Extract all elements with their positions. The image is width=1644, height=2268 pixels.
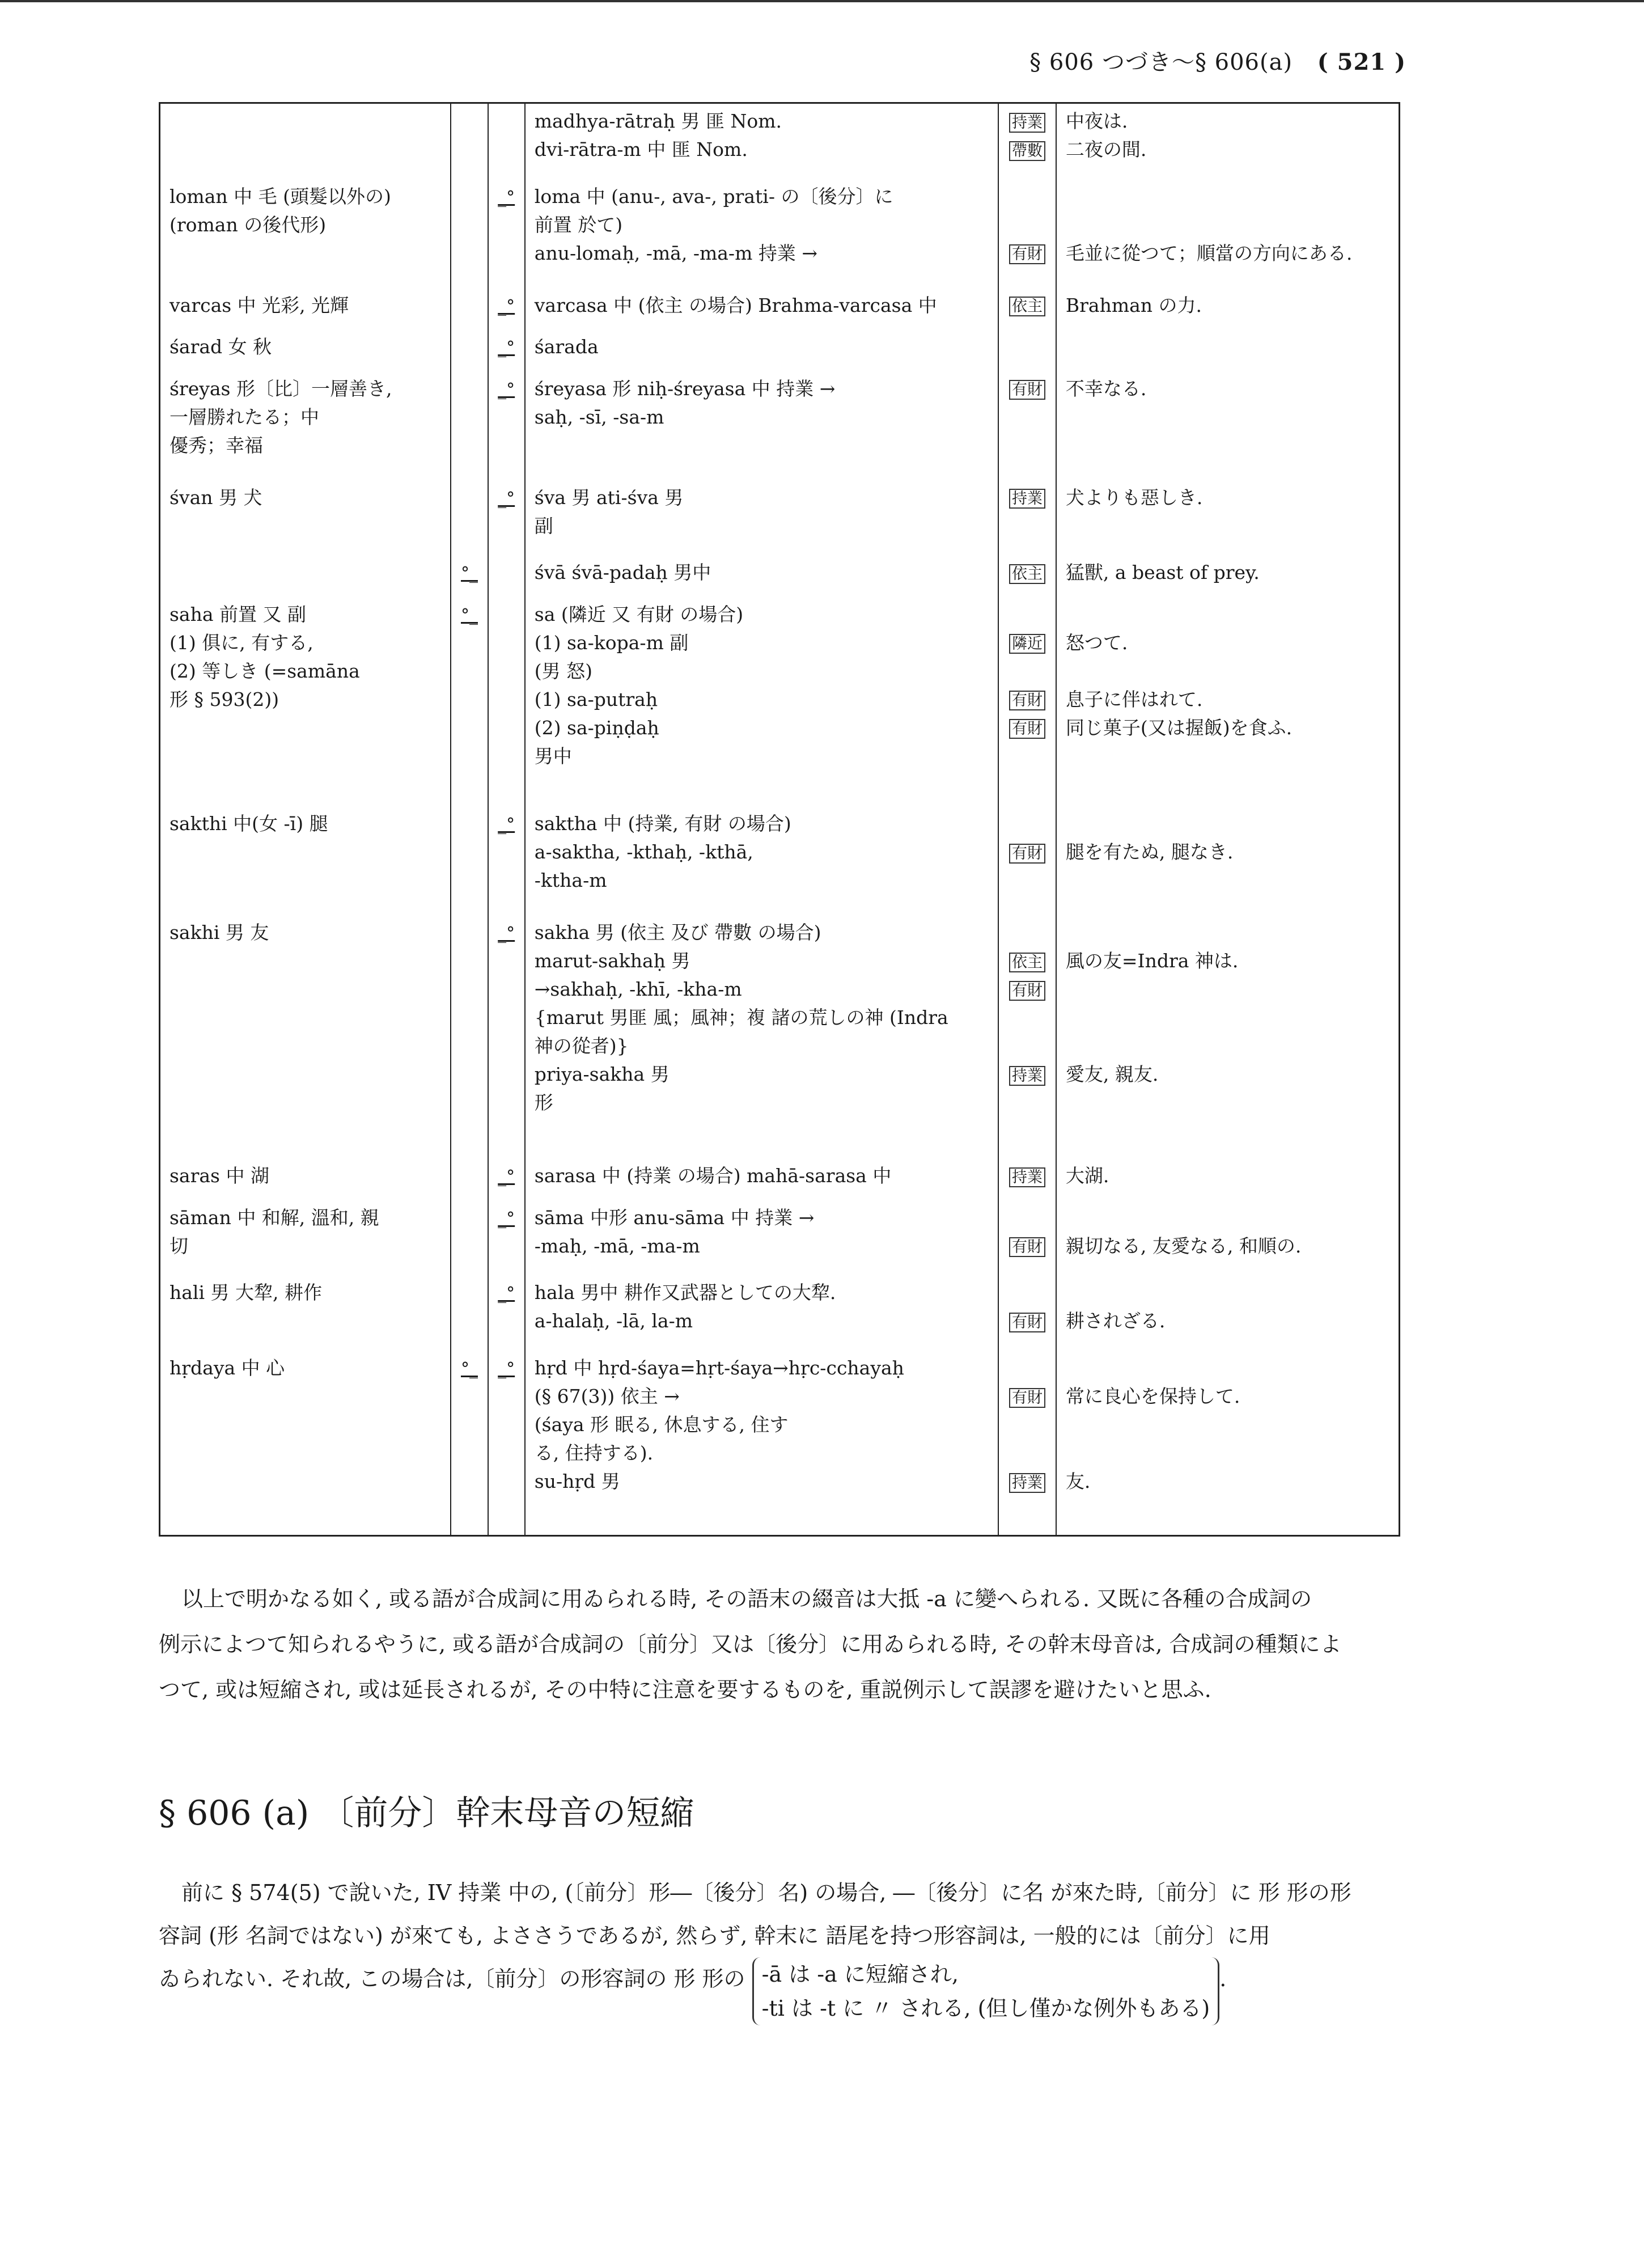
source-word-cell [160,179,451,288]
translation-line [1066,866,1389,895]
compound-type-tag: 持業 [1009,489,1045,509]
compound-type-line [1001,810,1053,838]
translation-line: 常に良心を保持して. [1065,1385,1240,1408]
compound-type-line [1001,333,1053,361]
stem-line: →sakhaḥ, -khī, -kha-m [534,978,742,1001]
compound-type-cell [998,555,1056,596]
stem-line: -ktha-m [534,869,607,892]
translation-line [1066,1204,1389,1232]
stem-line: 形 [534,1091,553,1114]
compound-type-cell [998,371,1056,480]
compound-type-cell [998,329,1056,371]
translation-line: 猛獸, a beast of prey. [1065,561,1260,584]
source-word-line: sakhi 男 友 [170,921,269,944]
compound-type-line [1001,484,1053,512]
compound-type-tag: 有財 [1009,1237,1045,1257]
filler-cell [488,1526,525,1535]
translation-cell [1056,103,1400,179]
source-word-cell [160,480,451,556]
source-word-line: (roman の後代形) [170,213,327,236]
page-number: ( 521 ) [1317,49,1406,75]
translation-cell [1056,480,1400,556]
stem-line: {marut 男匪 風；風神；複 諸の荒しの神 (Indra [534,1006,948,1029]
translation-line: 愛友, 親友. [1065,1063,1159,1086]
compound-type-tag: 有財 [1009,844,1045,864]
translation-cell [1056,555,1400,596]
source-word-cell [160,1158,451,1200]
compound-type-line [1001,629,1053,657]
marker-cell-1 [451,288,488,329]
source-word-line: 優秀；幸福 [170,434,263,456]
marker-cell-1 [451,1200,488,1276]
source-word-cell [160,915,451,1158]
reference-table [159,102,1400,1537]
translation-line [1066,1032,1389,1060]
source-word-line: 切 [170,1234,188,1257]
source-word-cell [160,329,451,371]
paragraph-summary [159,1576,1406,1712]
compound-type-cell [998,103,1056,179]
vowel-marker: _° [498,815,515,835]
vowel-marker: _° [498,1359,515,1380]
stem-line: (§ 67(3)) 依主 → [534,1385,680,1408]
compound-stem-cell [525,1275,998,1351]
compound-type-line [1001,183,1053,211]
compound-type-line [1001,107,1053,136]
stem-line: saḥ, -sī, -sa-m [534,405,664,428]
translation-cell [1056,329,1400,371]
source-word-cell [160,1275,451,1351]
marker-cell-2 [488,1200,525,1276]
source-word-line: śreyas 形〔比〕一層善き, [170,377,392,400]
source-word-cell [160,597,451,807]
table-row [160,1275,1400,1351]
compound-stem-cell [525,288,998,329]
marker-cell-2 [488,915,525,1158]
stem-line: loma 中 (anu-, ava-, prati- の〔後分〕に [534,185,893,208]
compound-type-cell [998,806,1056,915]
translation-line [1066,1411,1389,1439]
marker-cell-2 [488,103,525,179]
marker-cell-1 [451,1275,488,1351]
source-word-line: śvan 男 犬 [170,486,262,509]
table-row [160,288,1400,329]
marker-cell-1 [451,179,488,288]
source-word-line: hali 男 大犂, 耕作 [170,1281,322,1304]
compound-stem-cell [525,329,998,371]
compound-type-tag: 帶數 [1009,141,1045,161]
source-word-line: sāman 中 和解, 溫和, 親 [170,1206,379,1229]
translation-line: Brahman の力. [1065,294,1202,316]
translation-cell [1056,288,1400,329]
translation-line [1066,1004,1389,1032]
marker-cell-1 [451,915,488,1158]
compound-stem-cell [525,1158,998,1200]
translation-line [1066,333,1389,361]
stem-line: (1) sa-putraḥ [534,688,658,710]
translation-line: 友. [1065,1470,1091,1493]
stem-line: sa (隣近 又 有財 の場合) [534,603,744,625]
compound-type-cell [998,597,1056,807]
stem-line: sakha 男 (依主 及び 帶數 の場合) [534,921,821,944]
running-title: § 606 つづき～§ 606(a) [1029,49,1293,75]
section-line: 前に § 574(5) で說いた, IV 持業 中の, (〔前分〕形―〔後分〕名) の場合, ―〔後分〕に名 が來た時,〔前分〕に 形 形の形 [181,1880,1351,1905]
vowel-marker: _° [498,1284,515,1304]
compound-type-tag: 依主 [1009,564,1045,584]
end-mark: . [1219,1966,1227,1991]
translation-line: 大湖. [1065,1165,1109,1187]
table-row [160,480,1400,556]
compound-stem-cell [525,806,998,915]
table-filler-row [160,1526,1400,1535]
table-row [160,597,1400,807]
stem-line: 神の從者)} [534,1035,629,1057]
compound-type-tag: 持業 [1009,1066,1045,1086]
compound-stem-cell [525,1200,998,1276]
translation-line: 中夜は. [1065,110,1128,132]
marker-cell-2 [488,371,525,480]
marker-cell-2 [488,597,525,807]
translation-cell [1056,1200,1400,1276]
stem-line: hala 男中 耕作又武器としての大犂. [534,1281,836,1304]
translation-line: 犬よりも惡しき. [1065,486,1203,509]
translation-cell [1056,597,1400,807]
vowel-marker: °_ [460,1359,478,1380]
compound-stem-cell [525,1351,998,1526]
marker-cell-2 [488,329,525,371]
compound-type-line [1001,211,1053,239]
table-row [160,1200,1400,1276]
stem-line: śvā śvā-padaḥ 男中 [534,561,711,584]
compound-type-line [1001,1382,1053,1411]
compound-type-cell [998,480,1056,556]
source-word-line: sakthi 中(女 -ī) 腿 [170,813,328,835]
translation-line [1066,1439,1389,1467]
source-word-line: (1) 俱に, 有する, [170,631,313,654]
marker-cell-2 [488,179,525,288]
compound-type-tag: 有財 [1009,244,1045,264]
stem-line: priya-sakha 男 [534,1063,670,1086]
stem-line: dvi-rātra-m 中 匪 Nom. [534,138,748,160]
source-word-cell [160,555,451,596]
compound-type-tag: 依主 [1009,297,1045,316]
stem-line: madhya-rātraḥ 男 匪 Nom. [534,110,782,132]
stem-line: (1) sa-kopa-m 副 [534,631,689,654]
compound-type-tag: 持業 [1009,113,1045,133]
stem-line: (男 怒) [534,659,593,682]
marker-cell-1 [451,1351,488,1526]
marker-cell-1 [451,371,488,480]
compound-type-line [1001,866,1053,895]
compound-type-tag: 有財 [1009,981,1045,1001]
filler-cell [451,1526,488,1535]
compound-type-tag: 有財 [1009,691,1045,710]
marker-cell-2 [488,555,525,596]
source-word-line: 形 § 593(2)) [170,688,279,710]
translation-line: 腿を有たぬ, 腿なき. [1065,841,1234,864]
translation-cell [1056,1158,1400,1200]
source-word-cell [160,1200,451,1276]
section-title: § 606 (a) 〔前分〕幹末母音の短縮 [159,1793,694,1833]
compound-type-line [1001,1307,1053,1335]
compound-type-tag: 持業 [1009,1473,1045,1493]
translation-line [1066,919,1389,947]
stem-line: (2) sa-piṇḍaḥ [534,716,659,739]
source-word-line: (2) 等しき (=samāna [170,659,360,682]
stem-line: sarasa 中 (持業 の場合) mahā-sarasa 中 [534,1165,892,1187]
compound-type-line [1001,919,1053,947]
compound-type-line [1001,1162,1053,1190]
filler-cell [160,1526,451,1535]
translation-line [1066,975,1389,1004]
vowel-marker: _° [498,296,515,316]
marker-cell-2 [488,288,525,329]
table-row [160,371,1400,480]
marker-cell-1 [451,597,488,807]
source-word-cell [160,806,451,915]
translation-cell [1056,179,1400,288]
section-line-text: ゐられない. それ故, この場合は,〔前分〕の形容詞の 形 形の [159,1966,745,1991]
compound-stem-cell [525,179,998,288]
compound-type-line [1001,714,1053,742]
compound-type-line [1001,686,1053,714]
vowel-marker: _° [498,379,515,400]
marker-cell-2 [488,480,525,556]
translation-line [1066,211,1389,239]
source-word-line: saras 中 湖 [170,1165,269,1187]
translation-cell [1056,1275,1400,1351]
translation-line: 風の友=Indra 神は. [1065,950,1239,972]
compound-type-line [1001,1004,1053,1032]
top-rule [0,0,1644,2]
stem-line: る, 住持する). [534,1442,654,1465]
compound-type-cell [998,1200,1056,1276]
table-row [160,103,1400,179]
compound-type-line [1001,136,1053,164]
stem-line: sāma 中形 anu-sāma 中 持業 → [534,1206,815,1229]
compound-type-line [1001,1467,1053,1496]
compound-type-line [1001,657,1053,686]
source-word-line: saha 前置 又 副 [170,603,307,625]
stem-line: 副 [534,514,553,537]
source-word-cell [160,103,451,179]
translation-line: 怒つて. [1065,631,1128,654]
stem-line: -maḥ, -mā, -ma-m [534,1234,700,1257]
compound-stem-cell [525,597,998,807]
compound-type-line [1001,1354,1053,1382]
table-row [160,329,1400,371]
compound-type-cell [998,1158,1056,1200]
compound-type-cell [998,179,1056,288]
compound-stem-cell [525,103,998,179]
compound-type-tag: 依主 [1009,953,1045,972]
compound-type-cell [998,288,1056,329]
vowel-marker: °_ [460,605,478,625]
stem-line: śarada [534,336,599,358]
compound-type-cell [998,1351,1056,1526]
compound-type-line [1001,239,1053,268]
compound-type-line [1001,1439,1053,1467]
source-word-line: loman 中 毛 (頭髮以外の) [170,185,391,208]
table-row [160,179,1400,288]
compound-type-tag: 隣近 [1009,634,1045,654]
compound-type-cell [998,915,1056,1158]
brace-group [752,1957,1220,2025]
table-row [160,915,1400,1158]
marker-cell-1 [451,806,488,915]
filler-cell [998,1526,1056,1535]
brace-line: -ā は -a に短縮され, [761,1962,959,1987]
stem-line: 前置 於て) [534,213,623,236]
marker-cell-2 [488,1158,525,1200]
compound-type-line [1001,1204,1053,1232]
translation-cell [1056,806,1400,915]
marker-cell-2 [488,1351,525,1526]
source-word-line: hṛdaya 中 心 [170,1357,285,1380]
filler-cell [525,1526,998,1535]
compound-type-line [1001,291,1053,320]
translation-line [1066,1089,1389,1117]
vowel-marker: _° [498,1208,515,1229]
stem-line: 男中 [534,744,572,767]
compound-type-line [1001,742,1053,771]
table-row [160,1351,1400,1526]
compound-type-tag: 有財 [1009,1388,1045,1408]
translation-cell [1056,915,1400,1158]
section-body [159,1871,1406,2025]
paragraph-line: つて, 或は短縮され, 或は延長されるが, その中特に注意を要するものを, 重説例示して誤謬を避けたいと思ふ. [159,1677,1211,1702]
marker-cell-2 [488,1275,525,1351]
table-row [160,806,1400,915]
vowel-marker: _° [498,488,515,509]
stem-line: saktha 中 (持業, 有財 の場合) [534,813,791,835]
source-word-line: śarad 女 秋 [170,336,272,358]
translation-line [1066,183,1389,211]
translation-line [1066,810,1389,838]
stem-line: (śaya 形 眠る, 休息する, 住す [534,1414,789,1436]
stem-line: varcasa 中 (依主 の場合) Brahma-varcasa 中 [534,294,937,316]
stem-line: marut-sakhaḥ 男 [534,950,690,972]
marker-cell-1 [451,555,488,596]
stem-line: śva 男 ati-śva 男 [534,486,684,509]
compound-type-tag: 有財 [1009,380,1045,400]
compound-stem-cell [525,371,998,480]
translation-line [1066,657,1389,686]
section-line [159,1957,1406,2025]
vowel-marker: _° [498,1167,515,1187]
stem-line: su-hṛd 男 [534,1470,620,1493]
source-word-line: 一層勝れたる；中 [170,405,319,428]
stem-line: śreyasa 形 niḥ-śreyasa 中 持業 → [534,377,836,400]
filler-cell [1056,1526,1400,1535]
compound-type-line [1001,975,1053,1004]
vowel-marker: °_ [460,564,478,584]
vowel-marker: _° [498,338,515,358]
translation-cell [1056,371,1400,480]
vowel-marker: _° [498,187,515,208]
compound-type-cell [998,1275,1056,1351]
translation-line [1066,742,1389,771]
paragraph-line: 以上で明かなる如く, 或る語が合成詞に用ゐられる時, その語末の綴音は大抵 -a に變へられる. 又既に各種の合成詞の [181,1586,1312,1611]
compound-type-tag: 有財 [1009,719,1045,739]
translation-line: 不幸なる. [1065,377,1147,400]
compound-type-line [1001,1032,1053,1060]
compound-stem-cell [525,915,998,1158]
translation-line: 二夜の間. [1065,138,1147,160]
translation-line [1066,600,1389,629]
stem-line: anu-lomaḥ, -mā, -ma-m 持業 → [534,242,818,264]
stem-line: hṛd 中 hṛd-śaya=hṛt-śaya→hṛc-cchayaḥ [534,1357,904,1380]
compound-type-line [1001,947,1053,975]
compound-type-line [1001,600,1053,629]
compound-type-line [1001,1089,1053,1117]
translation-cell [1056,1351,1400,1526]
source-word-line: varcas 中 光彩, 光輝 [170,294,349,316]
source-word-cell [160,371,451,480]
translation-line: 息子に伴はれて. [1065,688,1203,710]
source-word-cell [160,1351,451,1526]
marker-cell-1 [451,329,488,371]
brace-line: -ti は -t に 〃 される, (但し僅かな例外もある) [761,1996,1210,2021]
translation-line: 毛並に從つて；順當の方向にある. [1065,242,1353,264]
compound-type-line [1001,1411,1053,1439]
compound-stem-cell [525,555,998,596]
translation-line: 親切なる, 友愛なる, 和順の. [1065,1234,1302,1257]
section-line: 容詞 (形 名詞ではない) が來ても, よささうであるが, 然らず, 幹末に 語尾を持つ形容詞は, 一般的には〔前分〕に用 [159,1923,1270,1948]
translation-line: 耕されざる. [1065,1310,1166,1332]
vowel-marker: _° [498,924,515,944]
compound-type-tag: 持業 [1009,1167,1045,1187]
translation-line: 同じ菓子(又は握飯)を食ふ. [1065,716,1293,739]
compound-type-line [1001,1060,1053,1089]
marker-cell-1 [451,480,488,556]
table-row [160,1158,1400,1200]
stem-line: a-saktha, -kthaḥ, -kthā, [534,841,753,864]
compound-type-line [1001,1279,1053,1307]
compound-type-line [1001,558,1053,587]
marker-cell-1 [451,1158,488,1200]
compound-type-line [1001,1232,1053,1260]
compound-type-line [1001,375,1053,403]
running-header [1029,44,1406,77]
translation-line [1066,1354,1389,1382]
translation-line [1066,1279,1389,1307]
marker-cell-2 [488,806,525,915]
stem-line: a-halaḥ, -lā, la-m [534,1310,693,1332]
table-row [160,555,1400,596]
source-word-cell [160,288,451,329]
paragraph-line: 例示によつて知られるやうに, 或る語が合成詞の〔前分〕又は〔後分〕に用ゐられる時, その幹末母音は, 合成詞の種類によ [159,1632,1342,1657]
compound-type-tag: 有財 [1009,1313,1045,1332]
compound-type-line [1001,838,1053,866]
compound-stem-cell [525,480,998,556]
marker-cell-1 [451,103,488,179]
